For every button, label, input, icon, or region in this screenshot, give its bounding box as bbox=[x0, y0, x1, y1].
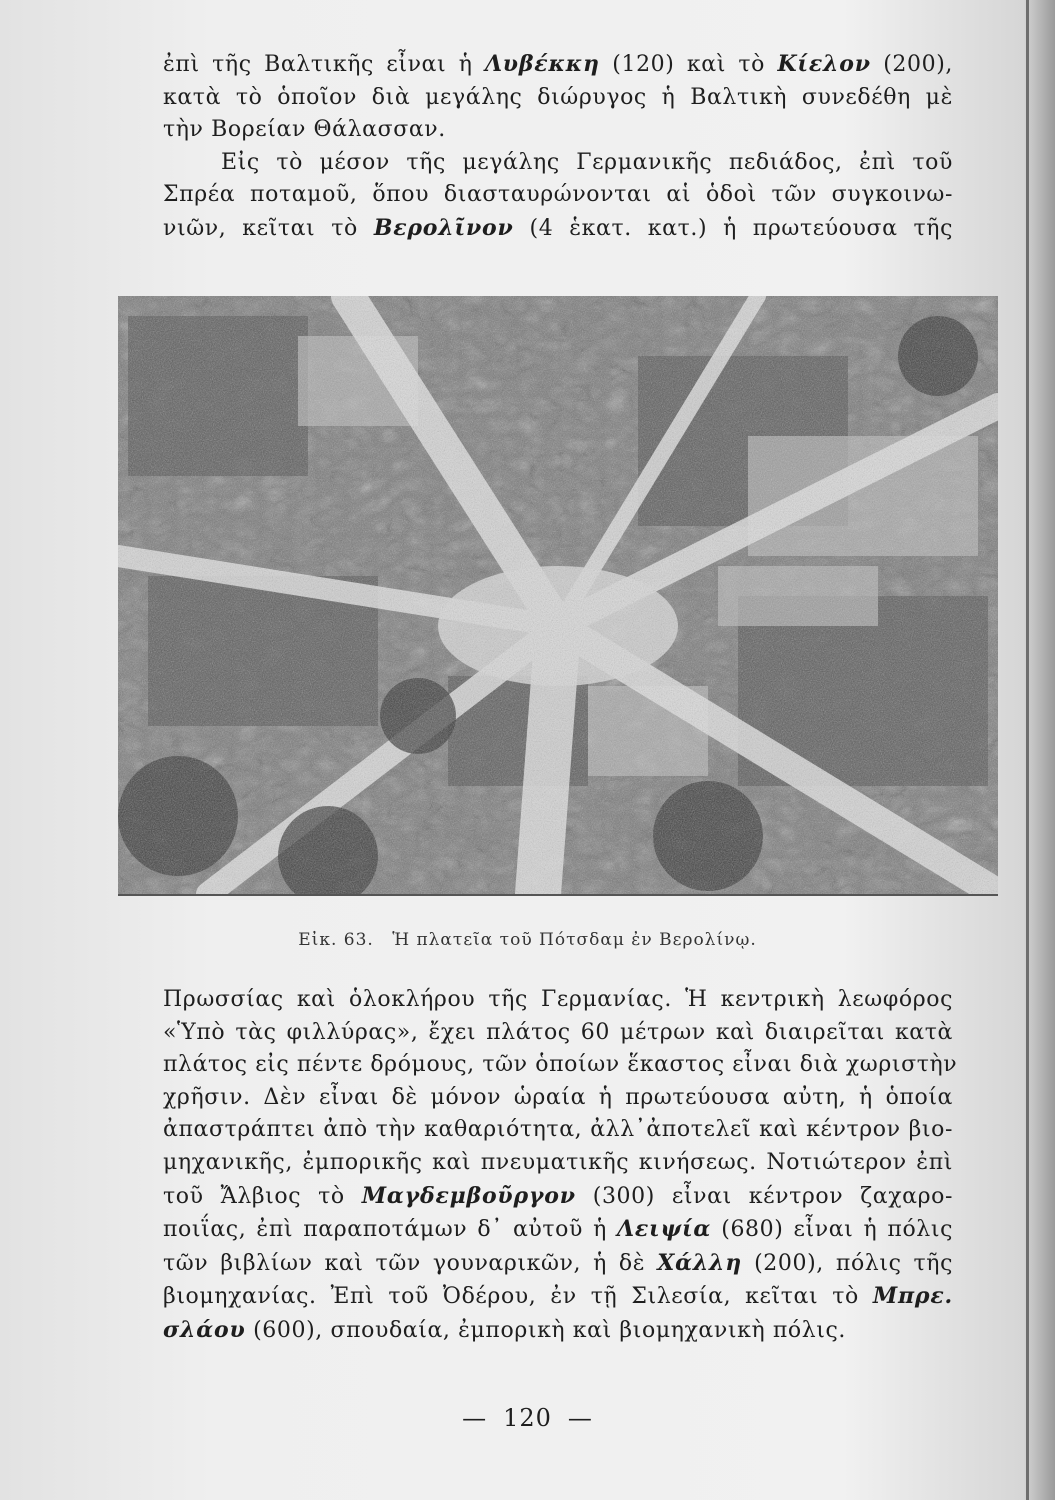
text-block-bottom bbox=[163, 984, 958, 1348]
page-number-value: 120 bbox=[503, 1404, 552, 1432]
bottom-line-1: Πρωσσίας καὶ ὁλοκλήρου τῆς Γερμανίας. Ἡ κεντρικὴ λεωφόρος bbox=[163, 987, 953, 1012]
figure-caption bbox=[0, 930, 1055, 950]
aerial-photo-potsdamer-platz bbox=[118, 296, 998, 896]
place-breslau-part2: σλάου bbox=[163, 1316, 246, 1343]
text-block-top bbox=[163, 48, 953, 246]
place-berlin: Βερολῖνον bbox=[373, 214, 514, 241]
bottom-line-8: ποιΐας, ἐπὶ παραποτάμων δ᾽ αὐτοῦ ἡ Λειψία (680) εἶναι ἡ πόλις bbox=[163, 1216, 953, 1243]
place-magdeburg: Μαγδεμβοῦργον bbox=[361, 1182, 576, 1209]
folio-dash-left: — bbox=[462, 1404, 488, 1432]
page-edge-shadow bbox=[1026, 0, 1029, 1500]
place-halle: Χάλλη bbox=[657, 1249, 743, 1276]
figure-number: Εἰκ. 63. bbox=[298, 930, 374, 950]
place-lubeck: Λυβέκκη bbox=[484, 51, 600, 77]
top-line-4: Εἰς τὸ μέσον τῆς μεγάλης Γερμανικῆς πεδιάδος, ἐπὶ τοῦ bbox=[221, 149, 953, 175]
bottom-line-9: τῶν βιβλίων καὶ τῶν γουναρικῶν, ἡ δὲ Χάλλη (200), πόλις τῆς bbox=[163, 1249, 953, 1276]
place-leipzig: Λειψία bbox=[616, 1216, 712, 1243]
bottom-line-10: βιομηχανίας. Ἐπὶ τοῦ Ὀδέρου, ἐν τῇ Σιλεσία, κεῖται τὸ Μπρε. bbox=[163, 1283, 953, 1310]
place-breslau-part1: Μπρε. bbox=[872, 1283, 953, 1310]
figure-title: Ἡ πλατεῖα τοῦ Πότσδαμ ἐν Βερολίνῳ. bbox=[392, 930, 757, 950]
bottom-line-3: πλάτος εἰς πέντε δρόμους, τῶν ὁποίων ἕκαστος εἶναι διὰ χωριστὴν bbox=[163, 1052, 958, 1078]
top-line-5: Σπρέα ποταμοῦ, ὅπου διασταυρώνονται αἱ ὁδοὶ τῶν συγκοινω- bbox=[163, 182, 953, 208]
top-line-6: νιῶν, κεῖται τὸ Βερολῖνον (4 ἑκατ. κατ.) ἡ πρωτεύουσα τῆς bbox=[163, 214, 953, 241]
page-number bbox=[0, 1404, 1055, 1432]
top-line-2: κατὰ τὸ ὁποῖον διὰ μεγάλης διώρυγος ἡ Βαλτικὴ συνεδέθη μὲ bbox=[163, 84, 953, 110]
bottom-line-7: τοῦ Ἄλβιος τὸ Μαγδεμβοῦργον (300) εἶναι κέντρον ζαχαρο- bbox=[163, 1182, 953, 1209]
folio-dash-right: — bbox=[567, 1404, 593, 1432]
bottom-line-2: «Ὑπὸ τὰς φιλλύρας», ἔχει πλάτος 60 μέτρων καὶ διαιρεῖται κατὰ bbox=[163, 1019, 953, 1045]
top-line-1: ἐπὶ τῆς Βαλτικῆς εἶναι ἡ Λυβέκκη (120) καὶ τὸ Κίελον (200), bbox=[163, 51, 954, 77]
aerial-photo-illustration bbox=[118, 296, 998, 894]
top-line-3: τὴν Βορείαν Θάλασσαν. bbox=[163, 117, 446, 143]
bottom-line-4: χρῆσιν. Δὲν εἶναι δὲ μόνον ὡραία ἡ πρωτεύουσα αὐτη, ἡ ὁποία bbox=[163, 1084, 953, 1110]
bottom-line-6: μηχανικῆς, ἐμπορικῆς καὶ πνευματικῆς κινήσεως. Νοτιώτερον ἐπὶ bbox=[163, 1149, 953, 1175]
bottom-line-5: ἀπαστράπτει ἀπὸ τὴν καθαριότητα, ἀλλ᾽ἀποτελεῖ καὶ κέντρον βιο- bbox=[163, 1117, 953, 1143]
place-kiel: Κίελον bbox=[777, 51, 871, 77]
bottom-line-11: σλάου (600), σπουδαία, ἐμπορικὴ καὶ βιομηχανικὴ πόλις. bbox=[163, 1316, 847, 1343]
